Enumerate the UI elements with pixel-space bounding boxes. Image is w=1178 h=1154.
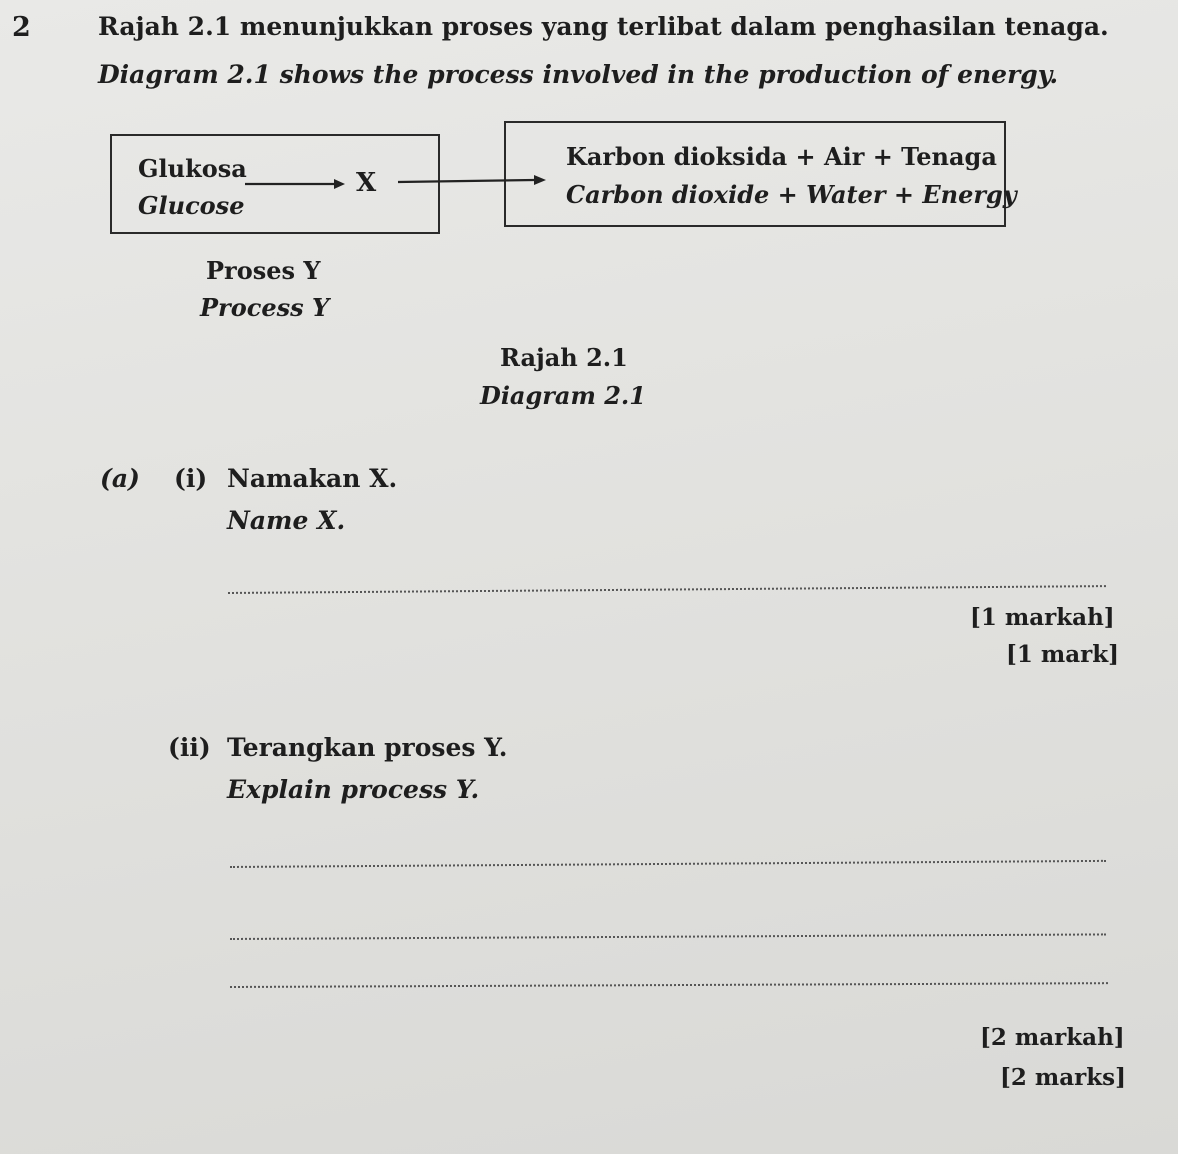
answer-line-ii-2[interactable] bbox=[230, 933, 1106, 940]
sub-i-marks-english: [1 mark] bbox=[1006, 641, 1120, 668]
process-label-english: Process Y bbox=[200, 293, 330, 322]
sub-i-prompt-malay: Namakan X. bbox=[227, 464, 398, 493]
question-stem-english: Diagram 2.1 shows the process involved in the production of energy. bbox=[98, 60, 1059, 89]
intermediate-x-label: X bbox=[356, 168, 377, 198]
answer-line-i[interactable] bbox=[228, 585, 1106, 594]
arrow-glucose-to-x bbox=[245, 179, 345, 189]
reactant-label-malay: Glukosa bbox=[138, 154, 247, 183]
process-label-malay: Proses Y bbox=[206, 256, 321, 285]
sub-ii-marks-malay: [2 markah] bbox=[980, 1024, 1125, 1051]
sub-ii-prompt-english: Explain process Y. bbox=[227, 775, 480, 804]
sub-i-prompt-english: Name X. bbox=[227, 506, 346, 535]
products-label-malay: Karbon dioksida + Air + Tenaga bbox=[566, 142, 997, 171]
answer-line-ii-3[interactable] bbox=[230, 982, 1108, 988]
part-a-label: (a) bbox=[100, 464, 140, 493]
reactant-label-english: Glucose bbox=[138, 191, 245, 220]
sub-i-label: (i) bbox=[174, 464, 208, 493]
products-label-english: Carbon dioxide + Water + Energy bbox=[566, 180, 1017, 209]
answer-line-ii-1[interactable] bbox=[230, 860, 1106, 868]
sub-ii-prompt-malay: Terangkan proses Y. bbox=[227, 733, 508, 762]
diagram-caption-english: Diagram 2.1 bbox=[480, 381, 646, 410]
question-number: 2 bbox=[12, 12, 31, 43]
question-stem-malay: Rajah 2.1 menunjukkan proses yang terlibat dalam penghasilan tenaga. bbox=[98, 12, 1109, 41]
diagram-caption-malay: Rajah 2.1 bbox=[500, 343, 628, 372]
sub-ii-label: (ii) bbox=[168, 733, 211, 762]
sub-i-marks-malay: [1 markah] bbox=[970, 604, 1115, 631]
diagram-arrows bbox=[0, 0, 1178, 400]
sub-ii-marks-english: [2 marks] bbox=[1000, 1064, 1127, 1091]
arrow-x-to-products bbox=[398, 175, 546, 185]
